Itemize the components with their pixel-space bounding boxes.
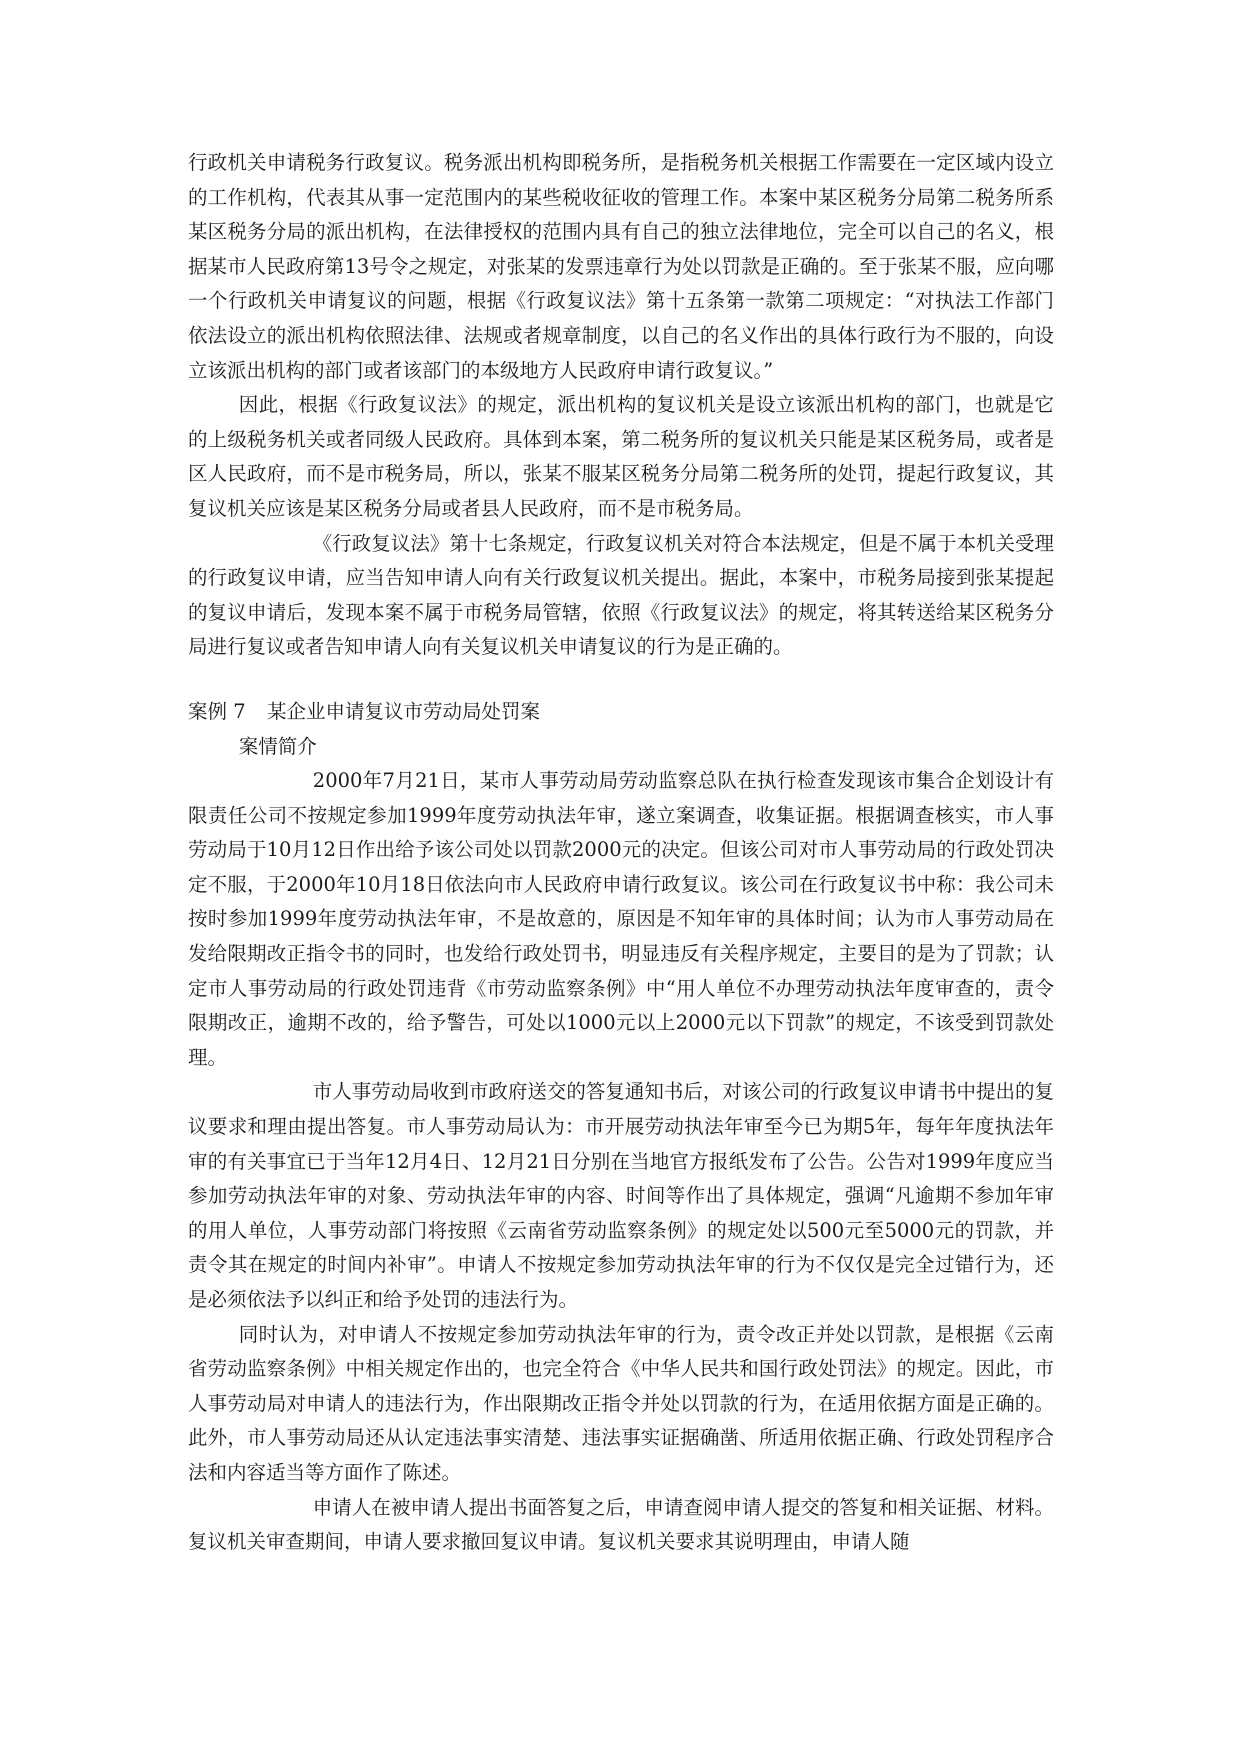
section-spacer: [188, 665, 1054, 695]
paragraph-article-17: 《行政复议法》第十七条规定，行政复议机关对符合本法规定，但是不属于本机关受理的行政复议申请，应当告知申请人向有关行政复议机关提出。据此，本案中，市税务局接到张某提起的复议申请后，发现本案不属于市税务局管辖，依照《行政复议法》的规定，将其转送给某区税务分局进行复议或者告知申请人向有关复议机关申请复议的行为是正确的。: [188, 531, 1054, 659]
paragraph-continuation: 行政机关申请税务行政复议。税务派出机构即税务所，是指税务机关根据工作需要在一定区域内设立的工作机构，代表其从事一定范围内的某些税收征收的管理工作。本案中某区税务分局第二税务所系某区税务分局的派出机构，在法律授权的范围内具有自己的独立法律地位，完全可以自己的名义，根据某市人民政府第13号令之规定，对张某的发票违章行为处以罚款是正确的。至于张某不服，应向哪一个行政机关申请复议的问题，根据《行政复议法》第十五条第一款第二项规定：“对执法工作部门依法设立的派出机构依照法律、法规或者规章制度，以自己的名义作出的具体行政行为不服的，向设立该派出机构的部门或者该部门的本级地方人民政府申请行政复议。”: [188, 151, 1054, 382]
section-heading: 案情简介: [238, 734, 317, 758]
paragraph-respondent-reply: 市人事劳动局收到市政府送交的答复通知书后，对该公司的行政复议申请书中提出的复议要求和理由提出答复。市人事劳动局认为：市开展劳动执法年审至今已为期5年，每年年度执法年审的有关事宜已于当年12月4日、12月21日分别在当地官方报纸发布了公告。公告对1999年度应当参加劳动执法年审的对象、劳动执法年审的内容、时间等作出了具体规定，强调“凡逾期不参加年审的用人单位，人事劳动部门将按照《云南省劳动监察条例》的规定处以500元至5000元的罚款，并责令其在规定的时间内补审”。申请人不按规定参加劳动执法年审的行为不仅仅是完全过错行为，还是必须依法予以纠正和给予处罚的违法行为。: [188, 1080, 1054, 1311]
case-title: 某企业申请复议市劳动局处罚案: [267, 699, 541, 723]
case-heading: [188, 695, 1054, 730]
document-page: [188, 146, 1054, 1560]
paragraph-withdrawal: 申请人在被申请人提出书面答复之后，申请查阅申请人提交的答复和相关证据、材料。复议机关审查期间，申请人要求撤回复议申请。复议机关要求其说明理由，申请人随: [188, 1495, 1054, 1554]
case-number: 案例 7: [188, 699, 246, 723]
paragraph-conclusion: 因此，根据《行政复议法》的规定，派出机构的复议机关是设立该派出机构的部门，也就是它的上级税务机关或者同级人民政府。具体到本案，第二税务所的复议机关只能是某区税务局，或者是区人民政府，而不是市税务局，所以，张某不服某区税务分局第二税务所的处罚，提起行政复议，其复议机关应该是某区税务分局或者县人民政府，而不是市税务局。: [188, 393, 1054, 520]
paragraph-case-facts: 2000年7月21日，某市人事劳动局劳动监察总队在执行检查发现该市集合企划设计有限责任公司不按规定参加1999年度劳动执法年审，遂立案调查，收集证据。根据调查核实，市人事劳动局于10月12日作出给予该公司处以罚款2000元的决定。但该公司对市人事劳动局的行政处罚决定不服，于2000年10月18日依法向市人民政府申请行政复议。该公司在行政复议书中称：我公司未按时参加1999年度劳动执法年审，不是故意的，原因是不知年审的具体时间；认为市人事劳动局在发给限期改正指令书的同时，也发给行政处罚书，明显违反有关程序规定，主要目的是为了罚款；认定市人事劳动局的行政处罚违背《市劳动监察条例》中“用人单位不办理劳动执法年度审查的，责令限期改正，逾期不改的，给予警告，可处以1000元以上2000元以下罚款”的规定，不该受到罚款处理。: [188, 769, 1054, 1069]
paragraph-respondent-basis: 同时认为，对申请人不按规定参加劳动执法年审的行为，责令改正并处以罚款，是根据《云南省劳动监察条例》中相关规定作出的，也完全符合《中华人民共和国行政处罚法》的规定。因此，市人事劳动局对申请人的违法行为，作出限期改正指令并处以罚款的行为，在适用依据方面是正确的。此外，市人事劳动局还从认定违法事实清楚、违法事实证据确凿、所适用依据正确、行政处罚程序合法和内容适当等方面作了陈述。: [188, 1322, 1054, 1484]
